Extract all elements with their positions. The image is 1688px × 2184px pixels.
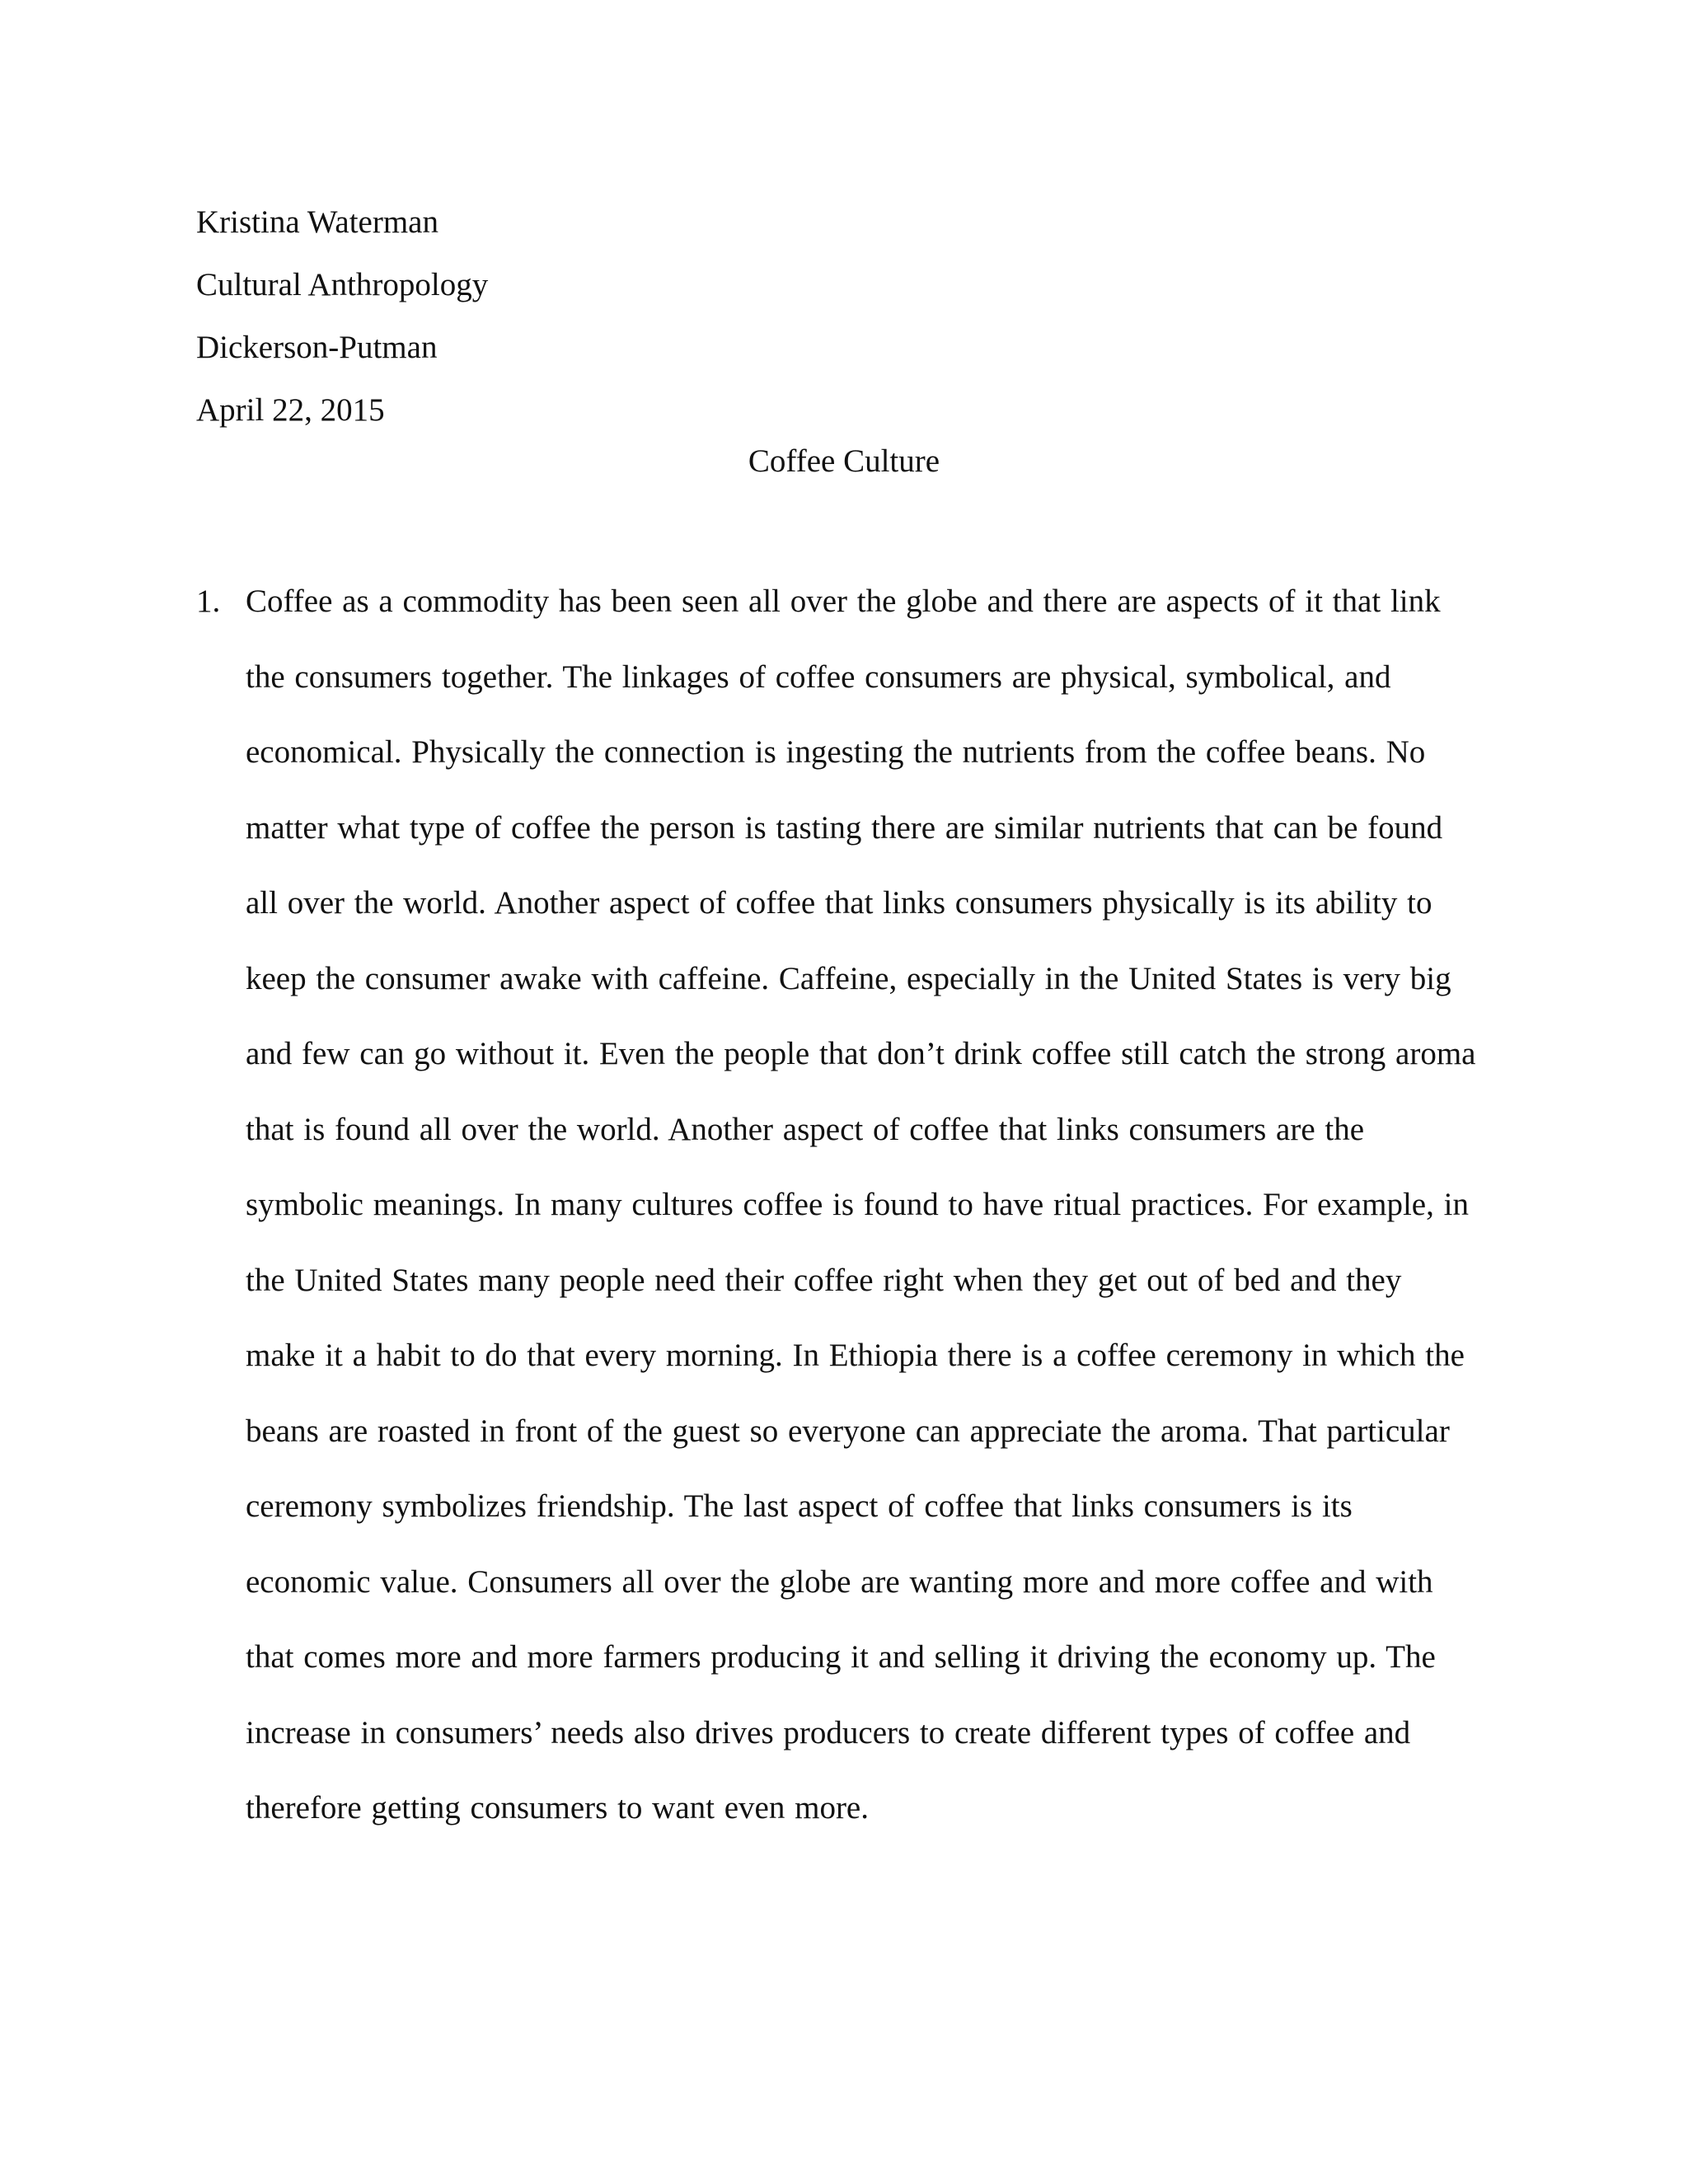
paragraph-line: economical. Physically the connection is ingesting the nutrients from the coffee beans. No [246,734,1426,770]
header-block [196,191,1350,442]
paragraph-line: the United States many people need their coffee right when they get out of bed and they [246,1262,1402,1298]
paragraph-line: all over the world. Another aspect of coffee that links consumers physically is its ability to [246,885,1432,921]
document-date: April 22, 2015 [196,392,385,428]
paragraph-line: that comes more and more farmers producing it and selling it driving the economy up. The [246,1639,1436,1675]
author-name: Kristina Waterman [196,204,438,240]
paragraph-line: Coffee as a commodity has been seen all over the globe and there are aspects of it that link [246,583,1441,619]
paragraph-line: ceremony symbolizes friendship. The last aspect of coffee that links consumers is its [246,1488,1353,1524]
paragraph-line: and few can go without it. Even the people that don’t drink coffee still catch the strong aroma [246,1036,1476,1071]
paragraph-line: that is found all over the world. Another aspect of coffee that links consumers are the [246,1111,1365,1147]
paragraph-line: increase in consumers’ needs also drives producers to create different types of coffee and [246,1714,1411,1750]
list-number: 1. [196,583,221,619]
document-title: Coffee Culture [748,443,940,479]
paragraph-line: keep the consumer awake with caffeine. Caffeine, especially in the United States is very big [246,960,1451,996]
paragraph-line: therefore getting consumers to want even more. [246,1790,869,1825]
course-name: Cultural Anthropology [196,267,489,302]
list-item [196,564,1482,1846]
paragraph-line: the consumers together. The linkages of coffee consumers are physical, symbolical, and [246,658,1391,695]
paragraph-line: beans are roasted in front of the guest so everyone can appreciate the aroma. That particular [246,1413,1450,1449]
paragraph-line: symbolic meanings. In many cultures coffee is found to have ritual practices. For example, in [246,1187,1469,1222]
numbered-list [196,564,1482,1846]
paragraph-line: matter what type of coffee the person is tasting there are similar nutrients that can be found [246,809,1443,846]
instructor-name: Dickerson-Putman [196,330,438,365]
paragraph-line: economic value. Consumers all over the globe are wanting more and more coffee and with [246,1563,1433,1600]
paragraph-line: make it a habit to do that every morning. In Ethiopia there is a coffee ceremony in which the [246,1338,1465,1373]
